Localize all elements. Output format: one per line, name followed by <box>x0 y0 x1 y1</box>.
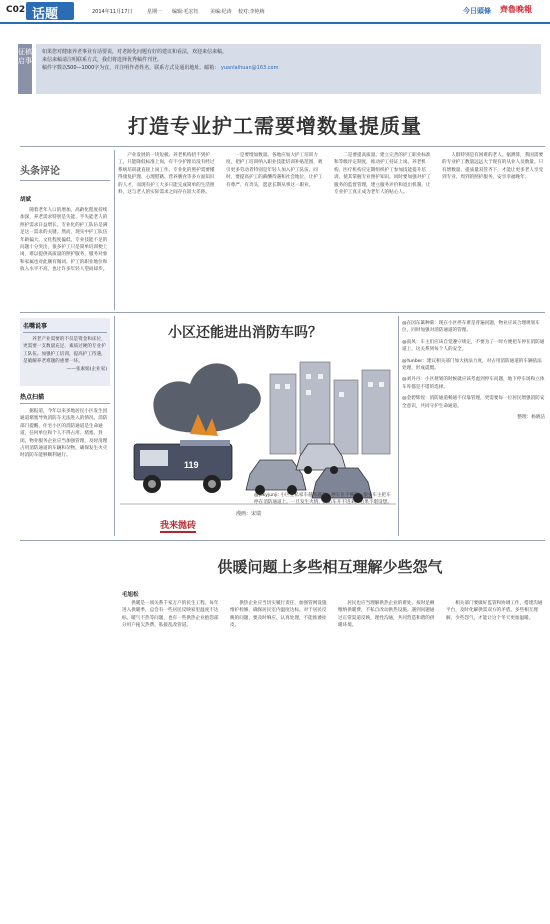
right-comment-3: @Yunber：建议相关部门加大执法力度，对占用消防通道的车辆依法处理，形成震慑。 <box>402 358 542 372</box>
article-col-3: 二是要提高质量。建立完善的护工职业标准和等级评定制度，推动护工持证上岗。养老机构、医疗机构应定期组织护工参加技能提升培训，使其掌握专业照护知识。同时要加强对护工服务的监督管理，建立服务评价和退出机制，让专业护工真正成为老年人的贴心人。 <box>334 153 431 196</box>
left-title-rule <box>20 180 110 181</box>
header-rule <box>0 22 550 24</box>
cartoon-caption: @jokyjunji: 小区里私家车越来越多，停车位不够用，很多车主把车停在消防通道上。一旦发生火情，消防车开不进来，后果不堪设想。 <box>254 493 392 506</box>
date-line: 2014年11月17日 <box>92 9 133 15</box>
bottom-col-4: 相关部门要做好监管和协调工作，搭建沟通平台，及时化解供需双方的矛盾。多些相互理解，少些怨气，才能让这个冬天更加温暖。 <box>446 601 543 621</box>
section-badge <box>26 2 74 20</box>
left-section-title: 头条评论 <box>20 166 60 177</box>
call-box <box>18 44 545 94</box>
left-divider <box>114 150 115 310</box>
bottom-col-1: 供暖是一项关系千家万户的民生工程。每年进入供暖季，总会有一些居民反映家里温度不达标、暖气不热等问题，也有一些供热企业抱怨部分用户拖欠热费、私接乱改管道。 <box>122 601 219 629</box>
headline-2: 供暖问题上多些相互理解少些怨气 <box>217 558 443 576</box>
section-title: 话题 <box>32 7 59 22</box>
news-brief <box>20 392 110 610</box>
article-bottom-rule <box>20 312 545 313</box>
sidebar-divider <box>114 316 115 536</box>
right-comment-4: @刘丹丹：小区规划的时候就应该考虑到停车问题，地下停车场和立体车库都是不错的选择。 <box>402 377 545 390</box>
article-body <box>118 152 545 312</box>
right-comment-1: @在园东篱种菊：现在小区停车难是普遍问题，物业应该合理规划车位，同时加强对消防通道的管理。 <box>402 321 540 334</box>
brand-logo: 齊魯晚報 <box>500 5 532 14</box>
article-col-4: 人群特别是有困难的老人。据测算，我国需要的专业护工数量远远大于现有的从业人员数量。只有增数量、提质量双管齐下，才能让更多老人享受到专业、周到的照护服务，安享幸福晚年。 <box>442 153 544 181</box>
designer: 美编:纪涛 <box>210 9 232 15</box>
cartoon-signature: 漫画：宋瑞 <box>236 511 262 517</box>
comment-box-signature: ——张素娟(企业家) <box>66 366 107 372</box>
section-rule-2 <box>20 540 545 541</box>
call-body <box>36 44 541 94</box>
cartoon-caption-label: 我来拋砖 <box>160 518 196 533</box>
call-tag <box>18 44 32 94</box>
headline-1: 打造专业护工需要增数量提质量 <box>128 114 422 138</box>
comment-box <box>20 318 110 386</box>
call-line-1: 如果您对健康养老事业有话要说，对老龄化问题有好的建议和看法，欢迎来信来稿。 <box>42 49 228 55</box>
proofreader: 校对:李艳梅 <box>238 9 265 15</box>
call-line-3 <box>42 64 535 72</box>
news-brief-body: 据报道，今年以来多地居民小区发生因通道堵塞导致消防车无法进入的情况。消防部门提醒，住宅小区的消防通道是生命通道，任何单位和个人不得占用、堵塞、封闭。物业服务企业应当加强管理，及时清理占用消防通道的车辆和杂物，确保发生火灾时消防车能够顺利通行。 <box>20 409 108 459</box>
call-line-2: 来信来稿请注明联系方式，我们将选择优秀稿件刊登。 <box>42 57 163 63</box>
left-column <box>20 150 110 274</box>
cartoon-title: 小区还能进出消防车吗？ <box>168 325 322 341</box>
call-line-3-text: 稿件字数以500—1000字为宜，并注明作者姓名，联系方式及通讯地址。邮箱： <box>42 65 220 71</box>
comment-box-title: 名嘴说事 <box>23 321 107 333</box>
right-comment-5: @金碧辉煌：消防通道畅通不仅靠管理，更需要每一位居民增强消防安全意识，共同守护生命通道。 <box>402 396 545 409</box>
right-divider <box>398 316 399 536</box>
article-col-1: 产业发展的一块短板。养老机构招不到护工，只能降低标准上岗，有不少护理员没有经过系统培训就直接上岗工作。专业化的照护需要懂得康复护理、心理慰藉、营养膳食等多方面知识的人才，而现有护工大多只能完成简单的生活照料，这与老人的实际需求之间存在较大差距。 <box>118 153 215 196</box>
headline-1-rule <box>20 146 545 147</box>
bottom-col-2: 供热企业应当切实履行责任，加强管网设施维护检修，确保居民室内温度达标。对于居民反映的问题，要及时响应、认真处理，不能推诿扯皮。 <box>230 601 327 629</box>
right-comments <box>402 320 545 421</box>
call-tag-text: 征稿启事 <box>18 48 32 65</box>
left-author: 胡斌 <box>20 197 32 203</box>
call-email-link[interactable]: yuanlaihuan@163.com <box>220 65 279 71</box>
page-header <box>0 0 550 24</box>
news-brief-title: 热点扫描 <box>20 392 110 404</box>
left-body: 随着老年人口的增加，高龄化程度持续加深，养老需求特别是失能、半失能老人的照护需求日益增长。专业化的护工队伍是满足这一需求的关键。然而，现实中护工队伍年龄偏大、文化程度偏低、专业技能不足的问题十分突出，很多护工只是简单培训便上岗，难以提供高质量的照护服务，服务对象和家属也对此颇有微词。护工的职业地位和收入水平不高，也让许多年轻人望而却步。 <box>20 208 108 273</box>
article-col-2: 一是要增加数量。各地应加大护工培训力度，把护工培训纳入职业技能培训补贴范围，吸引更多劳动者特别是年轻人加入护工队伍。同时，要提高护工的薪酬待遇和社会地位，让护工有尊严、有奔头，愿意长期从事这一职业。 <box>226 153 323 188</box>
editor: 编辑:毛宏钰 <box>172 9 199 15</box>
comment-box-body: 养老产业需要的不仅是资金和床位，更需要一支数量充足、素质过硬的专业护工队伍。加强护工培训，提高护工待遇，是破解养老难题的重要一环。 <box>23 337 106 365</box>
bottom-col-3: 居民也应当理解供热企业的难处，按时足额缴纳供暖费，不私自改动供热设施。遇到问题通过正常渠道反映，理性沟通，共同营造和谐的供暖环境。 <box>338 601 435 629</box>
bottom-article <box>122 600 545 750</box>
right-signature: 整理：杨晓洁 <box>517 415 545 421</box>
weekday: 星期一 <box>147 9 163 15</box>
fire-truck-label: 119 <box>184 460 199 470</box>
bottom-author: 毛旭松 <box>122 592 139 598</box>
cartoon-buildings <box>270 362 390 454</box>
page-code: C02 <box>6 5 26 15</box>
site-logo: 今日頭條 <box>463 7 491 15</box>
right-comment-2: @南风：车主们应该自觉遵守规定，不要为了一时方便把车停在消防通道上，这关系到每个人的安全。 <box>402 339 545 353</box>
